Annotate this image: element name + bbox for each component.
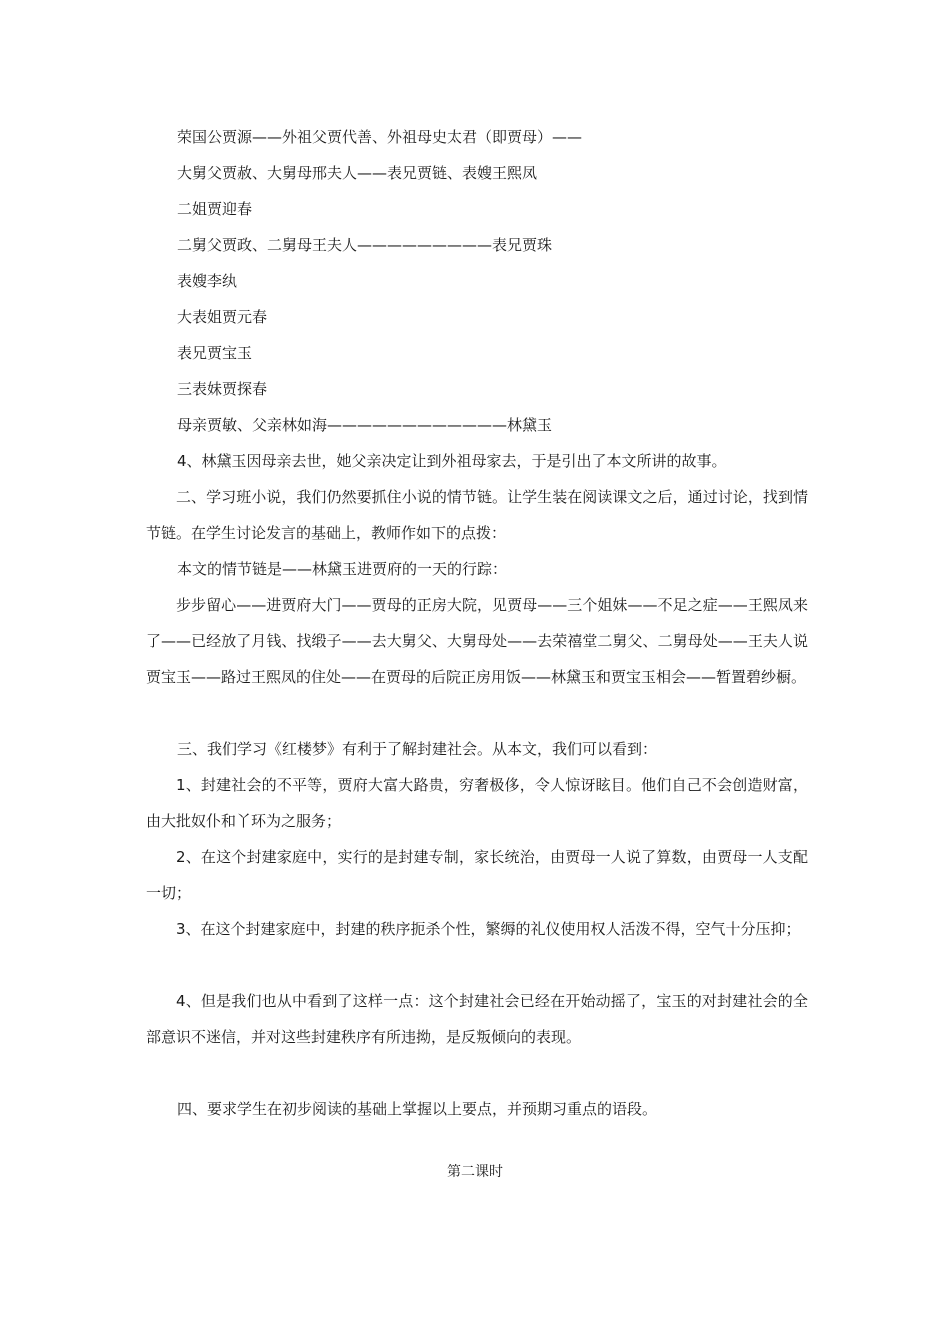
family-tree-line-6: 大表姐贾元春 xyxy=(177,308,268,326)
paragraph-plot-chain: 步步留心——进贾府大门——贾母的正房大院，见贾母——三个姐妹——不足之症——王熙凤来了——已经放了月钱、找缎子——去大舅父、大舅母处——去荣禧堂二舅父、二舅母处——王夫人说贾宝玉——路过王熙凤的住处——在贾母的后院正房用饭——林黛玉和贾宝玉相会——暂置碧纱橱。 xyxy=(146,596,808,686)
paragraph-assignment: 四、要求学生在初步阅读的基础上掌握以上要点，并预期习重点的语段。 xyxy=(177,1100,658,1118)
section-heading: 第二课时 xyxy=(447,1164,503,1180)
paragraph-mother-death: 4、林黛玉因母亲去世，她父亲决定让到外祖母家去，于是引出了本文所讲的故事。 xyxy=(177,452,727,470)
paragraph-point-4: 4、但是我们也从中看到了这样一点：这个封建社会已经在开始动摇了，宝玉的对封建社会的全部意识不迷信，并对这些封建秩序有所违拗，是反叛倾向的表现。 xyxy=(146,992,808,1046)
family-tree-line-5: 表嫂李纨 xyxy=(177,272,238,290)
family-tree-line-1: 荣国公贾源——外祖父贾代善、外祖母史太君（即贾母）—— xyxy=(177,128,583,146)
paragraph-plot-chain-task: 二、学习班小说，我们仍然要抓住小说的情节链。让学生装在阅读课文之后，通过讨论，找到情节链。在学生讨论发言的基础上，教师作如下的点拨： xyxy=(146,488,808,542)
family-tree-line-2: 大舅父贾赦、大舅母邢夫人——表兄贾链、表嫂王熙凤 xyxy=(177,164,538,182)
family-tree-line-7: 表兄贾宝玉 xyxy=(177,344,253,362)
family-tree-line-4: 二舅父贾政、二舅母王夫人—————————表兄贾珠 xyxy=(177,236,553,254)
paragraph-point-1: 1、封建社会的不平等，贾府大富大路贵，穷奢极侈，令人惊讶眩目。他们自己不会创造财富，由大批奴仆和丫环为之服务； xyxy=(146,776,808,830)
paragraph-plot-chain-intro: 本文的情节链是——林黛玉进贾府的一天的行踪： xyxy=(177,560,508,578)
family-tree-line-8: 三表妹贾探春 xyxy=(177,380,268,398)
paragraph-point-3: 3、在这个封建家庭中，封建的秩序扼杀个性，繁缛的礼仪使用权人活泼不得，空气十分压抑； xyxy=(176,920,801,938)
family-tree-line-9: 母亲贾敏、父亲林如海————————————林黛玉 xyxy=(177,416,553,434)
family-tree-line-3: 二姐贾迎春 xyxy=(177,200,253,218)
paragraph-feudal-society-intro: 三、我们学习《红楼梦》有利于了解封建社会。从本文，我们可以看到： xyxy=(177,740,658,758)
paragraph-point-2: 2、在这个封建家庭中，实行的是封建专制，家长统治，由贾母一人说了算数，由贾母一人支配一切； xyxy=(146,848,808,902)
